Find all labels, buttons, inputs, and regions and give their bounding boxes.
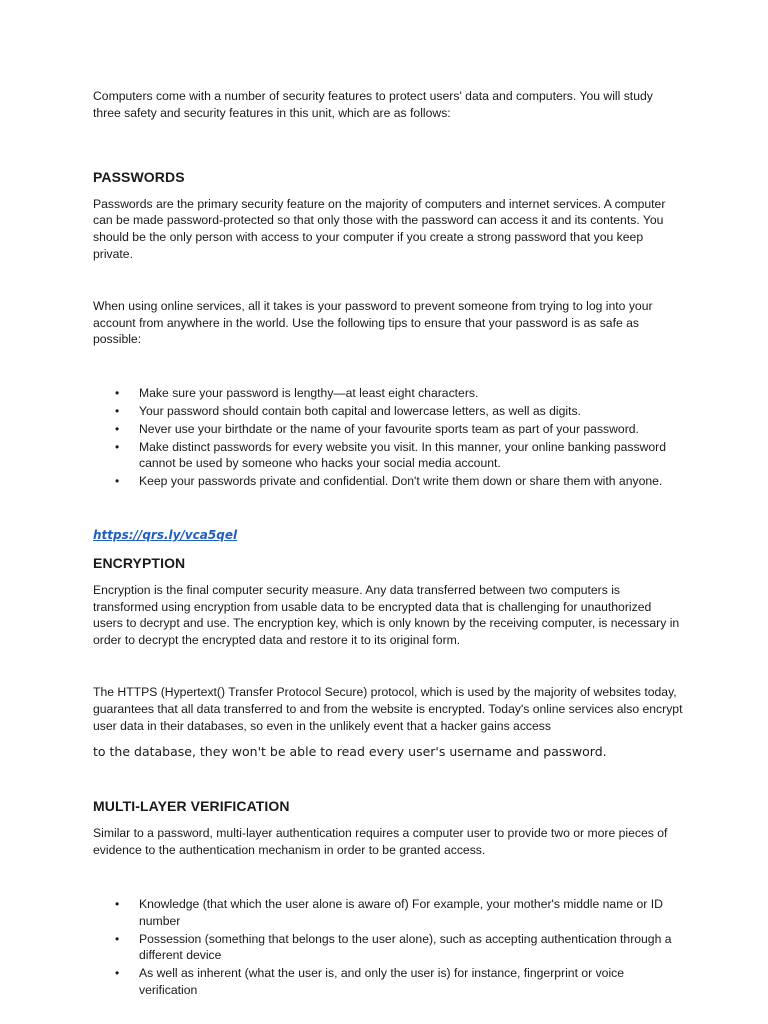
list-item [93,965,683,999]
encryption-heading: ENCRYPTION [93,554,186,571]
list-item [93,439,683,473]
document-body [93,88,683,1000]
verification-factors-list [93,896,683,999]
bullet-icon: • [115,966,120,981]
intro-paragraph: Computers come with a number of security features to protect users' data and computers. You will study three safety and security features in this unit, which are as follows: [93,89,653,120]
list-item-text: Make sure your password is lengthy—at least eight characters. [139,386,479,401]
list-item-text: Your password should contain both capital and lowercase letters, as well as digits. [139,403,581,418]
list-item [93,421,683,438]
qr-link[interactable]: https://qrs.ly/vca5qel [93,527,238,542]
encryption-paragraph-1: Encryption is the final computer security measure. Any data transferred between two computers is transformed using encryption from usable data to be encrypted data that is challenging for unauthorized users to decrypt and use. The encryption key, which is only known by the receiving computer, is necessary in order to decrypt the encrypted data and restore it to its original form. [93,582,680,648]
list-item-text: As well as inherent (what the user is, and only the user is) for instance, fingerprint or voice verification [139,966,625,997]
list-item-text: Knowledge (that which the user alone is aware of) For example, your mother's middle name or ID number [139,896,663,928]
bullet-icon: • [115,386,120,401]
bullet-icon: • [115,439,120,454]
list-item [93,896,683,930]
encryption-paragraph-2: The HTTPS (Hypertext() Transfer Protocol Secure) protocol, which is used by the majority of websites today, guarantees that all data transferred to and from the website is encrypted. Today's online services also encrypt user data in their databases, so even in the unlikely event that a hacker gains access [93,684,683,733]
list-item [93,385,683,402]
encryption-paragraph-3: to the database, they won't be able to read every user's username and password. [93,744,607,760]
list-item [93,931,683,965]
bullet-icon: • [115,421,120,436]
multilayer-paragraph: Similar to a password, multi-layer authentication requires a computer user to provide two or more pieces of evidence to the authentication mechanism in order to be granted access. [93,826,668,858]
passwords-paragraph-1: Passwords are the primary security feature on the majority of computers and internet services. A computer can be made password-protected so that only those with the password can access it and its contents. You should be the only person with access to your computer if you create a strong password that you keep private. [93,196,666,261]
link-line [93,527,683,544]
list-item-text: Possession (something that belongs to the user alone), such as accepting authentication through a different device [139,931,672,963]
password-tips-list [93,385,683,490]
list-item-text: Never use your birthdate or the name of your favourite sports team as part of your password. [139,421,639,436]
bullet-icon: • [115,931,120,946]
list-item-text: Keep your passwords private and confidential. Don't write them down or share them with anyone. [139,474,663,489]
bullet-icon: • [115,474,120,489]
passwords-heading: PASSWORDS [93,168,185,185]
list-item [93,403,683,420]
bullet-icon: • [115,896,120,911]
multilayer-heading: MULTI-LAYER VERIFICATION [93,798,290,815]
list-item [93,473,683,490]
list-item-text: Make distinct passwords for every website you visit. In this manner, your online banking password cannot be used by someone who hacks your social media account. [139,439,667,471]
bullet-icon: • [115,403,120,418]
passwords-paragraph-2: When using online services, all it takes is your password to prevent someone from trying to log into your account from anywhere in the world. Use the following tips to ensure that your password is as safe as possible: [93,298,653,347]
